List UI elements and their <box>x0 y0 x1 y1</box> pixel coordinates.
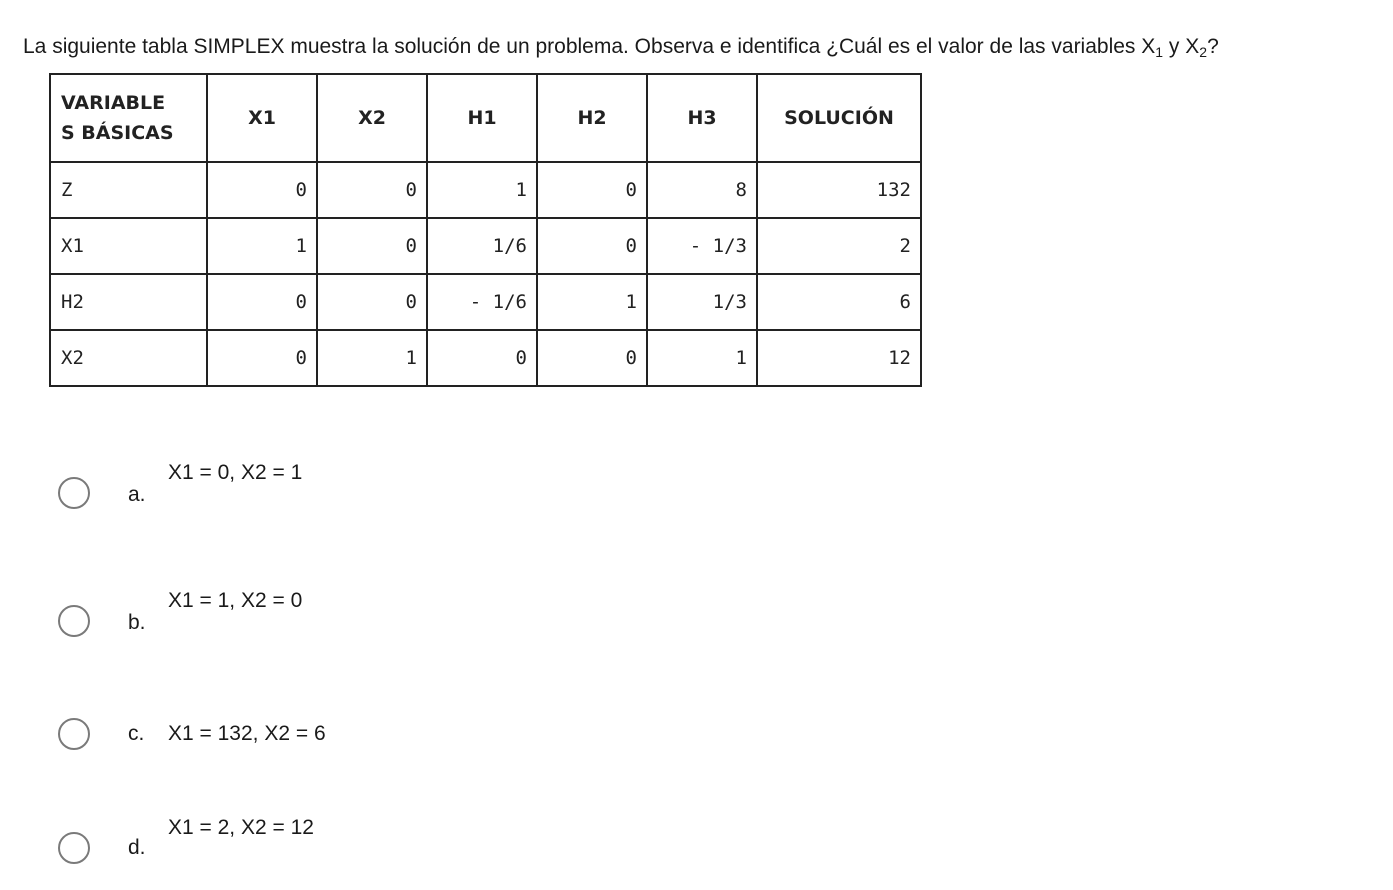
table-cell: 2 <box>757 218 921 274</box>
simplex-table-container <box>49 73 922 387</box>
table-cell: 0 <box>427 330 537 386</box>
question-main: La siguiente tabla SIMPLEX muestra la solución de un problema. Observa e identifica ¿Cuál es el valor de las variables X <box>23 35 1156 58</box>
header-h3: H3 <box>647 74 757 162</box>
table-cell: 8 <box>647 162 757 218</box>
header-h2: H2 <box>537 74 647 162</box>
answer-option-c[interactable] <box>58 718 458 758</box>
option-text-c: X1 = 132, X2 = 6 <box>168 722 326 745</box>
table-cell: 1/6 <box>427 218 537 274</box>
table-row <box>50 162 921 218</box>
header-h1: H1 <box>427 74 537 162</box>
option-text-a: X1 = 0, X2 = 1 <box>168 461 303 484</box>
question-mid: y X <box>1163 35 1200 58</box>
table-row <box>50 218 921 274</box>
table-cell: 0 <box>537 162 647 218</box>
row-label: X2 <box>50 330 207 386</box>
header-solucion: SOLUCIÓN <box>757 74 921 162</box>
option-letter-d: d. <box>128 836 146 859</box>
table-cell: 0 <box>317 274 427 330</box>
header-x2: X2 <box>317 74 427 162</box>
table-cell: 1 <box>647 330 757 386</box>
table-cell: - 1/6 <box>427 274 537 330</box>
header-basic-variables <box>50 74 207 162</box>
option-letter-b: b. <box>128 611 146 634</box>
row-label: X1 <box>50 218 207 274</box>
table-cell: 0 <box>207 274 317 330</box>
table-header-row <box>50 74 921 162</box>
table-cell: 0 <box>537 218 647 274</box>
table-cell: 1 <box>317 330 427 386</box>
row-label: Z <box>50 162 207 218</box>
row-label: H2 <box>50 274 207 330</box>
simplex-table <box>49 73 922 387</box>
option-text-d: X1 = 2, X2 = 12 <box>168 816 314 839</box>
table-cell: 132 <box>757 162 921 218</box>
table-cell: 0 <box>207 162 317 218</box>
table-cell: 1 <box>207 218 317 274</box>
table-cell: 6 <box>757 274 921 330</box>
radio-button-c[interactable] <box>58 718 90 750</box>
answer-option-d[interactable] <box>58 816 458 872</box>
answer-option-a[interactable] <box>58 461 458 517</box>
question-sub-2: 2 <box>1199 44 1208 60</box>
table-cell: 1 <box>537 274 647 330</box>
header-basic-variables-line1: VARIABLE <box>61 92 166 114</box>
table-cell: - 1/3 <box>647 218 757 274</box>
table-cell: 0 <box>537 330 647 386</box>
table-cell: 1 <box>427 162 537 218</box>
question-end: ? <box>1207 35 1219 58</box>
table-cell: 0 <box>317 218 427 274</box>
question-sub-1: 1 <box>1155 44 1164 60</box>
option-letter-a: a. <box>128 483 146 506</box>
table-cell: 1/3 <box>647 274 757 330</box>
answer-option-b[interactable] <box>58 589 458 645</box>
radio-button-a[interactable] <box>58 477 90 509</box>
header-basic-variables-line2: S BÁSICAS <box>61 122 174 144</box>
radio-button-b[interactable] <box>58 605 90 637</box>
radio-button-d[interactable] <box>58 832 90 864</box>
table-cell: 0 <box>207 330 317 386</box>
option-text-b: X1 = 1, X2 = 0 <box>168 589 303 612</box>
table-cell: 0 <box>317 162 427 218</box>
header-x1: X1 <box>207 74 317 162</box>
option-letter-c: c. <box>128 722 145 745</box>
table-cell: 12 <box>757 330 921 386</box>
question-text <box>23 33 1219 61</box>
table-row <box>50 330 921 386</box>
table-row <box>50 274 921 330</box>
